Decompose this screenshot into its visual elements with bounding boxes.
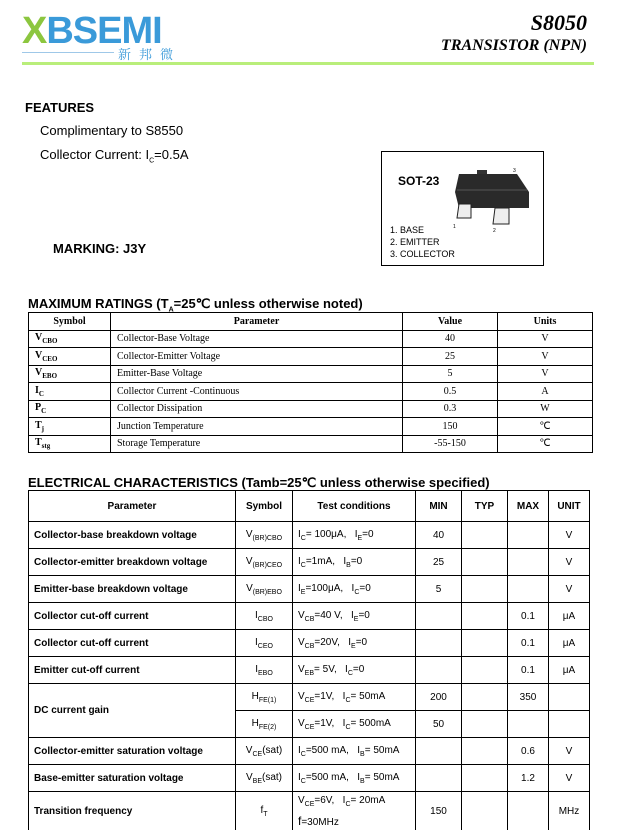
min-cell (416, 765, 462, 792)
table-row (29, 435, 593, 453)
table-row (29, 792, 590, 830)
typ-cell (462, 603, 508, 630)
symbol-subscript: CBO (42, 337, 58, 346)
symbol-subscript: T (263, 811, 268, 818)
package-name: SOT-23 (398, 174, 440, 188)
parameter-cell: Collector cut-off current (29, 603, 236, 630)
pin-label: 2. EMITTER (390, 237, 440, 247)
max-ratings-table (28, 312, 593, 453)
symbol-subscript: (BR)CBO (252, 534, 283, 542)
symbol-subscript: (BR)EBO (252, 588, 282, 596)
unit-cell (549, 711, 590, 738)
table-row (29, 576, 590, 603)
max-cell (508, 792, 549, 830)
electrical-title: ELECTRICAL CHARACTERISTICS (Tamb=25℃ unless otherwise specified) (28, 475, 490, 490)
value-cell: 40 (403, 330, 498, 348)
symbol-cell (236, 765, 293, 792)
symbol: V (35, 349, 43, 361)
unit-cell: W (498, 400, 593, 418)
symbol-subscript: FE(1) (258, 696, 277, 704)
unit-cell: V (498, 365, 593, 383)
symbol-subscript: EBO (42, 372, 58, 381)
value-cell: 0.3 (403, 400, 498, 418)
parameter-cell: DC current gain (29, 684, 236, 738)
unit-cell: V (549, 738, 590, 765)
unit-cell: μA (549, 630, 590, 657)
symbol: P (35, 402, 42, 414)
symbol: T (35, 419, 42, 431)
typ-cell (462, 792, 508, 830)
max-cell (508, 711, 549, 738)
parameter-cell: Collector-Base Voltage (111, 330, 403, 348)
symbol: I (255, 663, 258, 675)
symbol-subscript: CE (252, 750, 263, 758)
feature-item: Collector Current: $I_C=0.5A$ (40, 147, 189, 165)
max-cell: 0.1 (508, 603, 549, 630)
column-header: Test conditions (293, 491, 416, 522)
unit-cell (549, 684, 590, 711)
unit-cell: MHz (549, 792, 590, 830)
typ-cell (462, 576, 508, 603)
condition-cell: $V_{CB}=40$ V, $I_E=0$ (293, 603, 416, 630)
symbol-cell (236, 657, 293, 684)
symbol: H (251, 717, 259, 729)
condition-cell: $V_{EB}= 5V$, $I_C=0$ (293, 657, 416, 684)
table-row (29, 348, 593, 366)
logo-line (22, 52, 114, 53)
table-row (29, 738, 590, 765)
min-cell: 200 (416, 684, 462, 711)
unit-cell: μA (549, 603, 590, 630)
symbol: I (35, 384, 39, 396)
column-header: TYP (462, 491, 508, 522)
symbol-subscript: CBO (257, 615, 273, 623)
column-header: Value (403, 313, 498, 331)
symbol-subscript: CEO (42, 354, 58, 363)
table-row (29, 522, 590, 549)
electrical-table (28, 490, 590, 830)
max-cell: 0.1 (508, 657, 549, 684)
pin-label: 3. COLLECTOR (390, 249, 455, 259)
value-cell: 0.5 (403, 383, 498, 401)
table-row (29, 330, 593, 348)
symbol-cell (236, 603, 293, 630)
symbol-cell (236, 522, 293, 549)
column-header: Symbol (29, 313, 111, 331)
symbol-cell (236, 711, 293, 738)
unit-cell: μA (549, 657, 590, 684)
unit-cell: A (498, 383, 593, 401)
marking: MARKING: J3Y (53, 241, 147, 256)
symbol-cell (236, 684, 293, 711)
max-cell (508, 576, 549, 603)
symbol-cell (236, 630, 293, 657)
max-cell: 1.2 (508, 765, 549, 792)
parameter-cell: Junction Temperature (111, 418, 403, 436)
column-header: Symbol (236, 491, 293, 522)
symbol-cell (236, 549, 293, 576)
pin-label: 1. BASE (390, 225, 425, 235)
min-cell: 150 (416, 792, 462, 830)
table-row (29, 383, 593, 401)
symbol-subscript: CEO (257, 642, 273, 650)
typ-cell (462, 711, 508, 738)
symbol: I (255, 636, 258, 648)
parameter-cell: Collector-Emitter Voltage (111, 348, 403, 366)
column-header: MAX (508, 491, 549, 522)
table-row (29, 630, 590, 657)
symbol-subscript: EBO (257, 669, 273, 677)
unit-cell: ℃ (498, 418, 593, 436)
value-cell: 25 (403, 348, 498, 366)
unit-cell: V (498, 348, 593, 366)
symbol-subscript: C (38, 389, 44, 398)
table-row (29, 684, 590, 711)
features-title: FEATURES (25, 100, 95, 115)
condition-cell: $V_{CE}=1V$, $I_C= 50mA$ (293, 684, 416, 711)
condition-cell: $V_{CB}=20V$, $I_E=0$ (293, 630, 416, 657)
symbol-cell (29, 400, 111, 418)
typ-cell (462, 765, 508, 792)
symbol-cell (29, 383, 111, 401)
brand-logo: XBSEMI (22, 10, 162, 52)
part-subtitle: TRANSISTOR (NPN) (441, 37, 587, 54)
symbol-subscript: (BR)CEO (252, 561, 283, 569)
symbol-subscript: BE (252, 777, 262, 785)
sot23-package-icon (447, 164, 542, 234)
table-row (29, 657, 590, 684)
value-cell: 150 (403, 418, 498, 436)
condition-cell: $I_C= 100\mu A$, $I_E=0$ (293, 522, 416, 549)
parameter-cell: Collector cut-off current (29, 630, 236, 657)
condition-cell: $I_C=500$ mA, $I_B= 50mA$ (293, 765, 416, 792)
unit-cell: V (549, 549, 590, 576)
symbol: V (245, 771, 253, 783)
table-row (29, 765, 590, 792)
unit-cell: V (549, 765, 590, 792)
condition-cell: $I_C=1mA$, $I_B=0$ (293, 549, 416, 576)
symbol-cell (236, 738, 293, 765)
parameter-cell: Collector Dissipation (111, 400, 403, 418)
unit-cell: ℃ (498, 435, 593, 453)
max-cell: 0.6 (508, 738, 549, 765)
part-number: S8050 (530, 10, 587, 35)
condition-cell: $V_{CE}=1V$, $I_C= 500mA$ (293, 711, 416, 738)
condition-cell: $V_{CE}=6V$, $I_C= 20mA$ f=30MHz (293, 792, 416, 830)
max-cell (508, 522, 549, 549)
unit-cell: V (549, 576, 590, 603)
min-cell: 40 (416, 522, 462, 549)
symbol-cell (236, 792, 293, 830)
max-cell (508, 549, 549, 576)
min-cell (416, 603, 462, 630)
column-header: Units (498, 313, 593, 331)
symbol-subscript: j (41, 424, 45, 433)
symbol-cell (29, 365, 111, 383)
parameter-cell: Base-emitter saturation voltage (29, 765, 236, 792)
max-cell: 0.1 (508, 630, 549, 657)
typ-cell (462, 630, 508, 657)
value-cell: -55-150 (403, 435, 498, 453)
header-rule (22, 62, 594, 65)
parameter-cell: Emitter-base breakdown voltage (29, 576, 236, 603)
parameter-cell: Collector Current -Continuous (111, 383, 403, 401)
symbol: I (255, 609, 258, 621)
column-header: Parameter (29, 491, 236, 522)
feature-item: Complimentary to S8550 (40, 123, 184, 138)
symbol: T (35, 437, 42, 449)
typ-cell (462, 738, 508, 765)
symbol: V (245, 528, 253, 540)
min-cell: 50 (416, 711, 462, 738)
parameter-cell: Emitter cut-off current (29, 657, 236, 684)
package-box (381, 151, 544, 266)
parameter-cell: Collector-emitter saturation voltage (29, 738, 236, 765)
table-row (29, 400, 593, 418)
typ-cell (462, 549, 508, 576)
unit-cell: V (498, 330, 593, 348)
parameter-cell: Transition frequency (29, 792, 236, 830)
symbol-subscript: C (41, 407, 47, 416)
logo-chinese: 新邦微 (118, 47, 182, 62)
parameter-cell: Storage Temperature (111, 435, 403, 453)
symbol-subscript: stg (41, 442, 51, 451)
pin-number: 2 (493, 228, 496, 234)
min-cell: 25 (416, 549, 462, 576)
typ-cell (462, 684, 508, 711)
table-row (29, 549, 590, 576)
value-cell: 5 (403, 365, 498, 383)
symbol: V (245, 555, 253, 567)
symbol-cell (29, 435, 111, 453)
condition-cell: $I_E=100\mu A$, $I_C=0$ (293, 576, 416, 603)
table-row (29, 365, 593, 383)
condition-cell: $I_C=500$ mA, $I_B= 50mA$ (293, 738, 416, 765)
pin-list (390, 224, 455, 260)
symbol-subscript: FE(2) (258, 723, 277, 731)
pin-number: 1 (453, 224, 456, 230)
parameter-cell: Emitter-Base Voltage (111, 365, 403, 383)
symbol: V (35, 367, 43, 379)
pin-number: 3 (513, 168, 516, 174)
symbol-suffix: (sat) (262, 744, 283, 756)
max-ratings-title: MAXIMUM RATINGS ($T_A=25℃$ unless otherwise noted) (28, 296, 363, 314)
column-header: Parameter (111, 313, 403, 331)
min-cell (416, 630, 462, 657)
symbol: H (251, 690, 259, 702)
symbol: V (246, 582, 253, 594)
typ-cell (462, 522, 508, 549)
symbol-suffix: (sat) (262, 771, 282, 783)
max-cell: 350 (508, 684, 549, 711)
column-header: UNIT (549, 491, 590, 522)
min-cell: 5 (416, 576, 462, 603)
column-header: MIN (416, 491, 462, 522)
symbol: f (260, 805, 264, 816)
table-row (29, 418, 593, 436)
unit-cell: V (549, 522, 590, 549)
symbol-cell (236, 576, 293, 603)
typ-cell (462, 657, 508, 684)
parameter-cell: Collector-base breakdown voltage (29, 522, 236, 549)
symbol: V (245, 744, 253, 756)
symbol-cell (29, 348, 111, 366)
symbol-cell (29, 418, 111, 436)
table-row (29, 603, 590, 630)
parameter-cell: Collector-emitter breakdown voltage (29, 549, 236, 576)
min-cell (416, 738, 462, 765)
min-cell (416, 657, 462, 684)
symbol: V (35, 332, 43, 344)
symbol-cell (29, 330, 111, 348)
